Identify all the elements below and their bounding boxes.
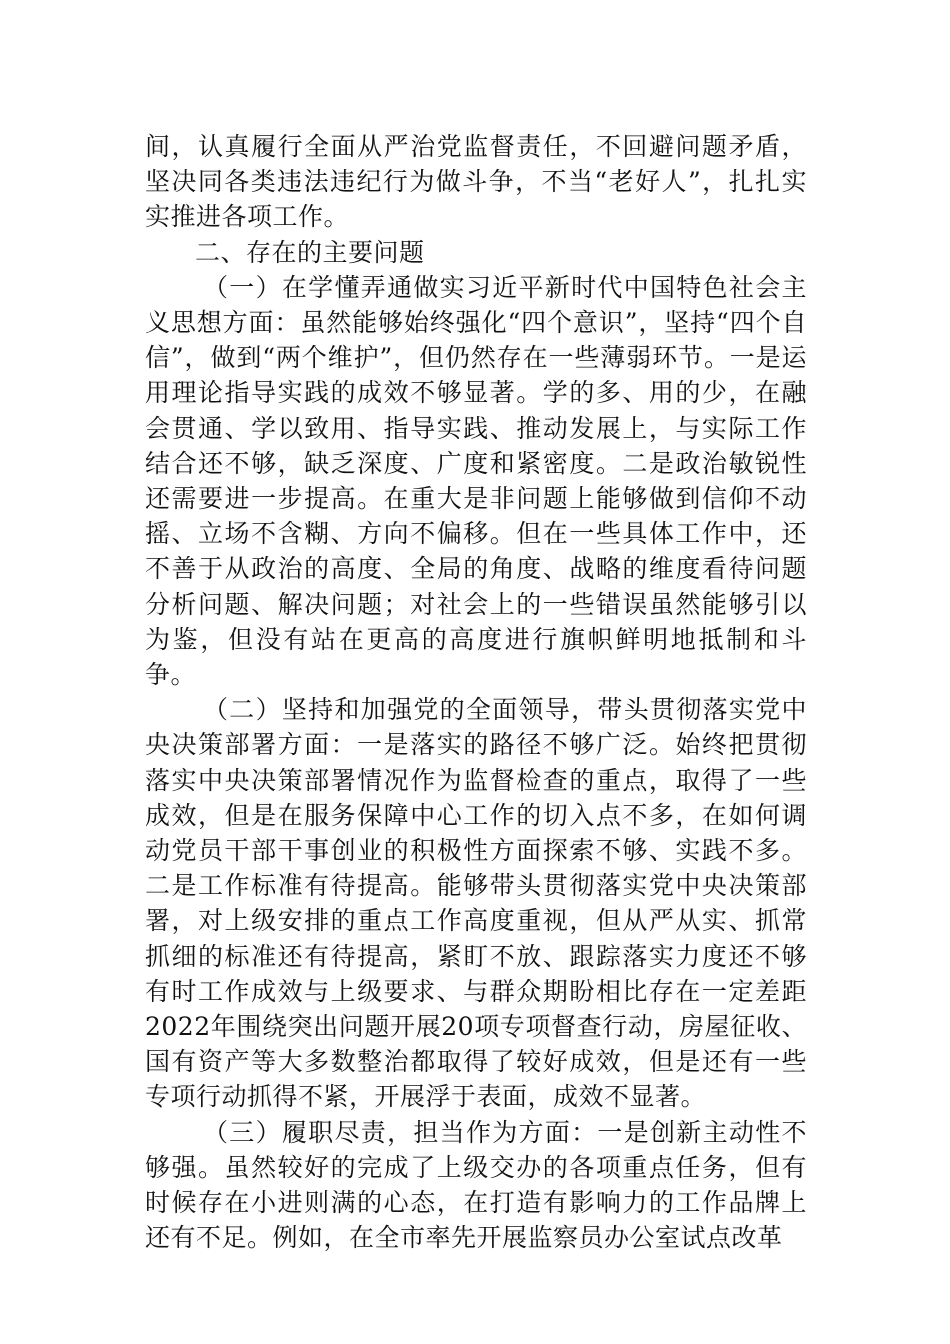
paragraph-item-2: （二）坚持和加强党的全面领导，带头贯彻落实党中央决策部署方面：一是落实的路径不够广泛。始终把贯彻落实中央决策部署情况作为监督检查的重点，取得了一些成效，但是在服务保障中心工作的切入点不多，在如何调动党员干部干事创业的积极性方面探索不够、实践不多。二是工作标准有待提高。能够带头贯彻落实党中央决策部署，对上级安排的重点工作高度重视，但从严从实、抓常抓细的标准还有待提高，紧盯不放、跟踪落实力度还不够有时工作成效与上级要求、与群众期盼相比存在一定差距2022年围绕突出问题开展20项专项督查行动，房屋征收、国有资产等大多数整治都取得了较好成效，但是还有一些专项行动抓得不紧，开展浮于表面，成效不显著。 [145,695,807,1112]
paragraph-item-3: （三）履职尽责，担当作为方面：一是创新主动性不够强。虽然较好的完成了上级交办的各项重点任务，但有时候存在小进则满的心态，在打造有影响力的工作品牌上还有不足。例如，在全市率先开展监察员办公室试点改革 [145,1117,807,1253]
section-heading: 二、存在的主要问题 [195,237,425,267]
paragraph-continuation: 间，认真履行全面从严治党监督责任，不回避问题矛盾，坚决同各类违法违纪行为做斗争，不当“老好人”，扎扎实实推进各项工作。 [145,132,807,232]
paragraph-item-1: （一）在学懂弄通做实习近平新时代中国特色社会主义思想方面：虽然能够始终强化“四个意识”，坚持“四个自信”，做到“两个维护”，但仍然存在一些薄弱环节。一是运用理论指导实践的成效不够显著。学的多、用的少，在融会贯通、学以致用、指导实践、推动发展上，与实际工作结合还不够，缺乏深度、广度和紧密度。二是政治敏锐性还需要进一步提高。在重大是非问题上能够做到信仰不动摇、立场不含糊、方向不偏移。但在一些具体工作中，还不善于从政治的高度、全局的角度、战略的维度看待问题分析问题、解决问题；对社会上的一些错误虽然能够引以为鉴，但没有站在更高的高度进行旗帜鲜明地抵制和斗争。 [145,272,807,690]
document-body [145,129,807,1256]
